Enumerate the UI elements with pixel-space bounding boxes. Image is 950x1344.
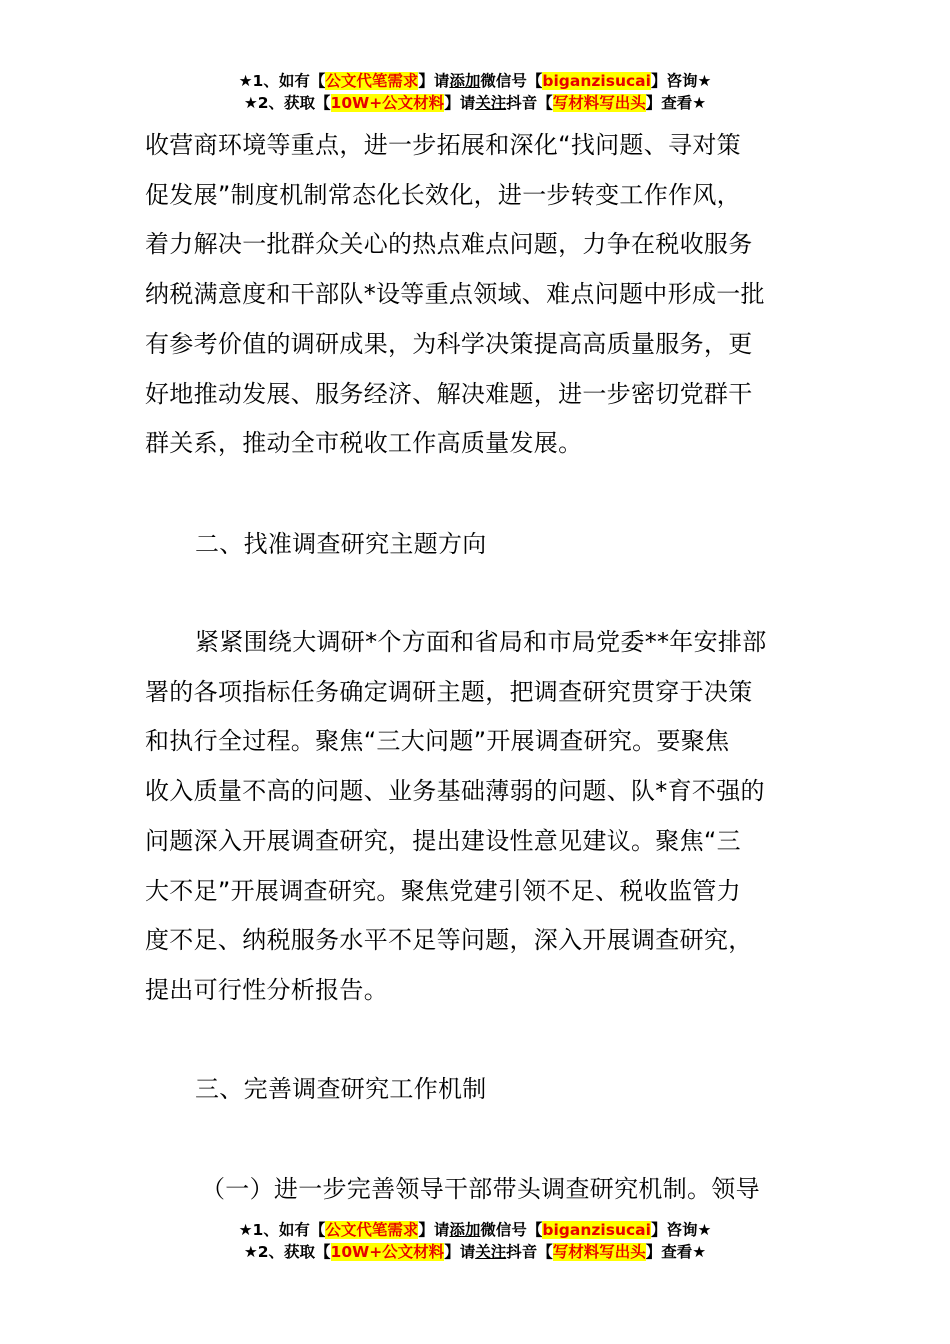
text-line: 好地推动发展、服务经济、解决难题，进一步密切党群干 [145, 379, 753, 408]
banner-douyin-id: 写材料写出头 [552, 1243, 646, 1261]
banner-text: 】请 [444, 1243, 476, 1261]
banner-highlight: 10W+公文材料 [330, 94, 445, 112]
text-line: 有参考价值的调研成果，为科学决策提高高质量服务，更 [145, 329, 753, 358]
banner-wechat-id: biganzisucai [542, 72, 651, 90]
banner-text: ★2、获取【 [243, 94, 331, 112]
banner-text: 抖音【 [506, 94, 553, 112]
banner-highlight: 公文代笔需求 [325, 1221, 419, 1239]
banner-underline-text: 关注 [475, 94, 507, 112]
text-line: 问题深入开展调查研究，提出建设性意见建议。聚焦“三 [145, 826, 741, 855]
text-line: 度不足、纳税服务水平不足等问题，深入开展调查研究， [145, 926, 753, 955]
banner-text: 微信号【 [480, 1221, 543, 1239]
text-line: 紧紧围绕大调研*个方面和省局和市局党委**年安排部 [195, 628, 767, 656]
text-line: 大不足”开展调查研究。聚焦党建引领不足、税收监管力 [145, 876, 741, 905]
paragraph-continued [145, 121, 810, 469]
top-banner [0, 70, 950, 114]
text-line: 署的各项指标任务确定调研主题，把调查研究贯穿于决策 [145, 677, 753, 706]
text-line: 提出可行性分析报告。 [145, 975, 388, 1004]
text-line: （一）进一步完善领导干部带头调查研究机制。领导 [201, 1175, 760, 1203]
text-line: 着力解决一批群众关心的热点难点问题，力争在税收服务 [145, 230, 753, 259]
banner-text: ★1、如有【 [238, 1221, 326, 1239]
text-line: 促发展”制度机制常态化长效化，进一步转变工作作风， [145, 180, 741, 209]
banner-text: 】咨询★ [650, 72, 712, 90]
banner-text: ★2、获取【 [243, 1243, 331, 1261]
banner-text: 】咨询★ [650, 1221, 712, 1239]
banner-text: 】请 [444, 94, 476, 112]
banner-text: ★1、如有【 [238, 72, 326, 90]
banner-line-2 [0, 92, 950, 114]
section-heading: 三、完善调查研究工作机制 [195, 1075, 487, 1103]
text-line: 收营商环境等重点，进一步拓展和深化“找问题、寻对策 [145, 131, 741, 159]
banner-underline-text: 添加 [449, 72, 481, 90]
banner-line-1 [0, 1219, 950, 1241]
banner-text: 】查看★ [645, 94, 707, 112]
section-heading-3 [145, 1065, 810, 1115]
banner-underline-text: 关注 [475, 1243, 507, 1261]
banner-text: 微信号【 [480, 72, 543, 90]
text-line: 纳税满意度和干部队*设等重点领域、难点问题中形成一批 [145, 280, 765, 309]
text-line: 群关系，推动全市税收工作高质量发展。 [145, 429, 583, 458]
paragraph-2 [145, 618, 810, 1016]
text-line: 和执行全过程。聚焦“三大问题”开展调查研究。要聚焦 [145, 727, 730, 756]
section-heading-2 [145, 520, 810, 570]
banner-highlight: 10W+公文材料 [330, 1243, 445, 1261]
banner-text: 】请 [418, 72, 450, 90]
text-line: 收入质量不高的问题、业务基础薄弱的问题、队*育不强的 [145, 777, 765, 806]
banner-highlight: 公文代笔需求 [325, 72, 419, 90]
section-heading: 二、找准调查研究主题方向 [195, 530, 487, 558]
bottom-banner [0, 1219, 950, 1263]
banner-text: 】请 [418, 1221, 450, 1239]
banner-text: 抖音【 [506, 1243, 553, 1261]
banner-line-1 [0, 70, 950, 92]
banner-line-2 [0, 1241, 950, 1263]
banner-wechat-id: biganzisucai [542, 1221, 651, 1239]
banner-underline-text: 添加 [449, 1221, 481, 1239]
paragraph-3 [145, 1165, 810, 1215]
banner-douyin-id: 写材料写出头 [552, 94, 646, 112]
banner-text: 】查看★ [645, 1243, 707, 1261]
